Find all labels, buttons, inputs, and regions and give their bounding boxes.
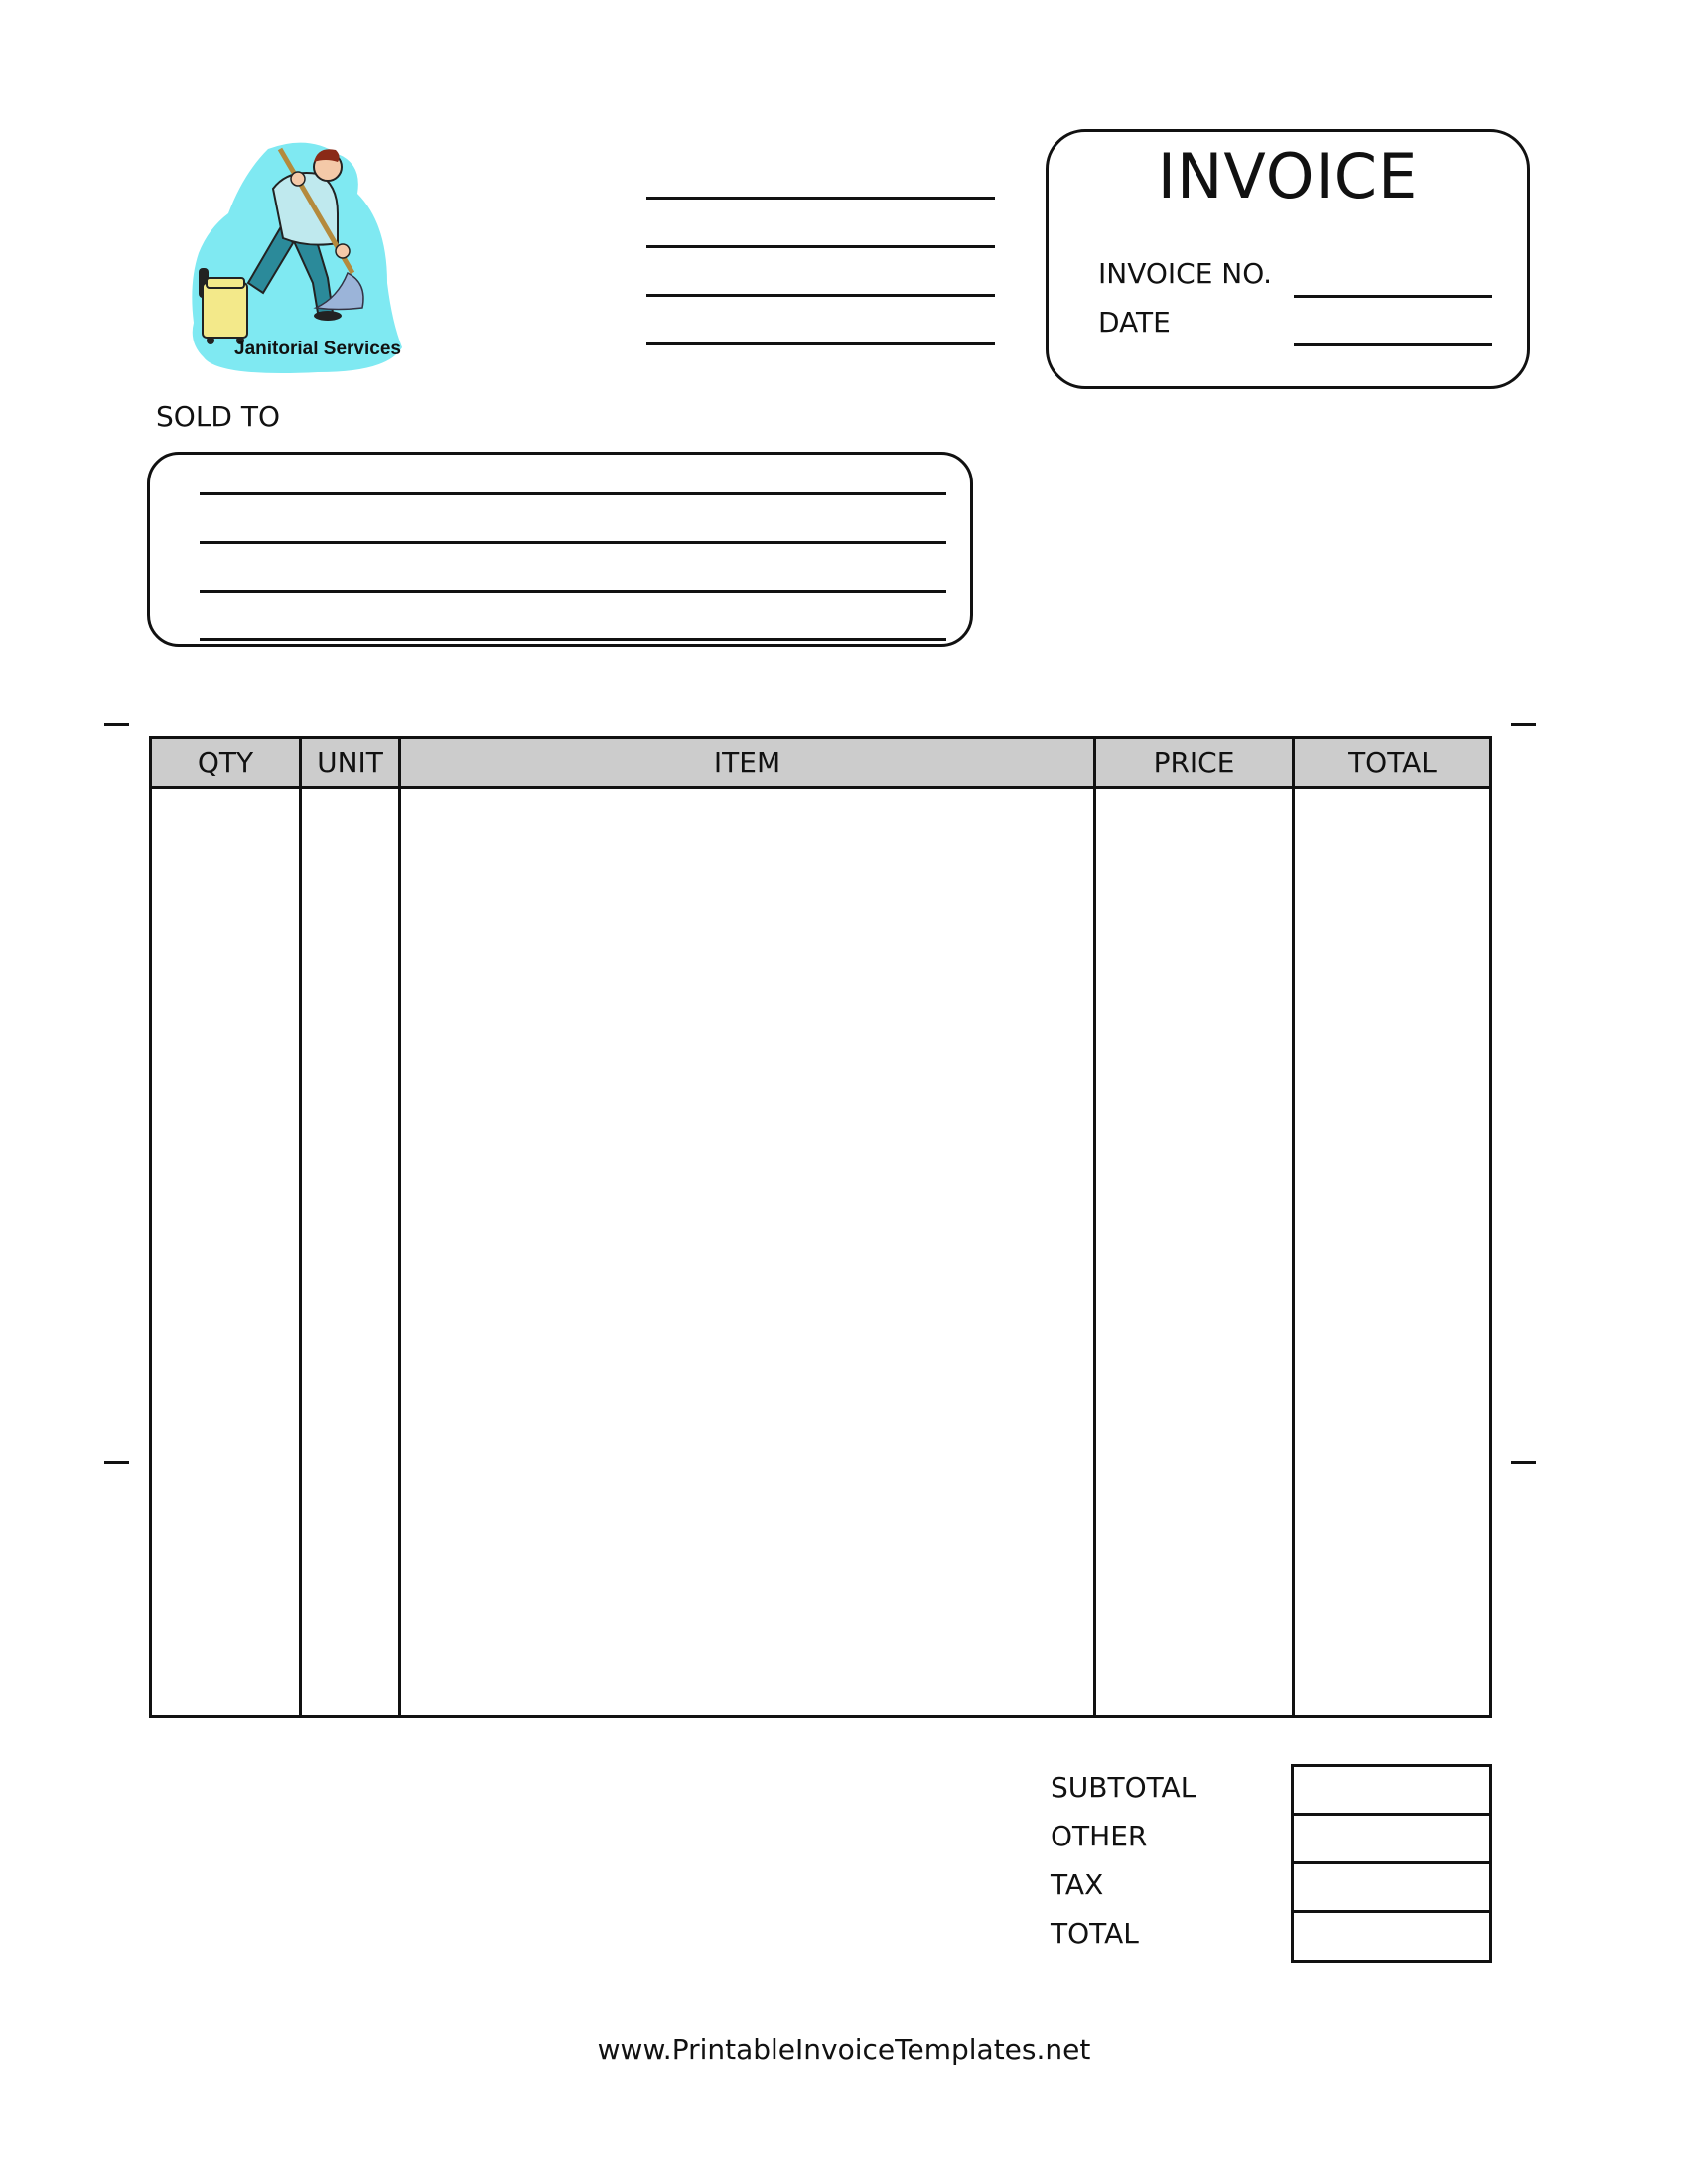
sold-to-line-3[interactable] bbox=[200, 590, 946, 593]
unit-column-cells[interactable] bbox=[302, 789, 398, 1715]
column-header-unit: UNIT bbox=[317, 747, 383, 779]
tax-field[interactable] bbox=[1294, 1861, 1489, 1910]
column-header-total: TOTAL bbox=[1348, 747, 1437, 779]
qty-column-cells[interactable] bbox=[152, 789, 299, 1715]
svg-text:Janitorial Services: Janitorial Services bbox=[234, 339, 401, 359]
fold-mark bbox=[1511, 1461, 1536, 1464]
sold-to-label: SOLD TO bbox=[156, 400, 281, 433]
company-address-line-3[interactable] bbox=[646, 294, 995, 297]
date-label: DATE bbox=[1098, 306, 1171, 339]
date-field[interactable] bbox=[1294, 343, 1492, 346]
fold-mark bbox=[1511, 723, 1536, 726]
other-field[interactable] bbox=[1294, 1813, 1489, 1861]
column-header-price: PRICE bbox=[1153, 747, 1235, 779]
subtotal-label: SUBTOTAL bbox=[1051, 1771, 1196, 1804]
invoice-info-box bbox=[1046, 129, 1530, 389]
invoice-no-field[interactable] bbox=[1294, 295, 1492, 298]
company-address-line-4[interactable] bbox=[646, 342, 995, 345]
sold-to-line-4[interactable] bbox=[200, 638, 946, 641]
subtotal-field[interactable] bbox=[1294, 1767, 1489, 1813]
sold-to-line-1[interactable] bbox=[200, 492, 946, 495]
invoice-title: INVOICE bbox=[1157, 140, 1419, 212]
company-logo bbox=[189, 134, 447, 377]
other-label: OTHER bbox=[1051, 1820, 1148, 1852]
company-address-line-2[interactable] bbox=[646, 245, 995, 248]
tax-label: TAX bbox=[1051, 1868, 1104, 1901]
fold-mark bbox=[104, 1461, 129, 1464]
column-header-item: ITEM bbox=[713, 747, 781, 779]
sold-to-box bbox=[147, 452, 973, 647]
company-address-line-1[interactable] bbox=[646, 197, 995, 200]
items-table-header bbox=[152, 739, 1489, 789]
total-field[interactable] bbox=[1294, 1910, 1489, 1963]
fold-mark bbox=[104, 723, 129, 726]
total-column-cells[interactable] bbox=[1295, 789, 1489, 1715]
footer-website-link[interactable]: www.PrintableInvoiceTemplates.net bbox=[597, 2033, 1091, 2066]
items-table bbox=[149, 736, 1492, 1718]
item-column-cells[interactable] bbox=[401, 789, 1093, 1715]
totals-box bbox=[1291, 1764, 1492, 1963]
invoice-no-label: INVOICE NO. bbox=[1098, 257, 1273, 290]
column-header-qty: QTY bbox=[197, 747, 254, 779]
sold-to-line-2[interactable] bbox=[200, 541, 946, 544]
total-label: TOTAL bbox=[1051, 1917, 1139, 1950]
janitor-mopping-icon bbox=[189, 134, 447, 377]
price-column-cells[interactable] bbox=[1096, 789, 1292, 1715]
